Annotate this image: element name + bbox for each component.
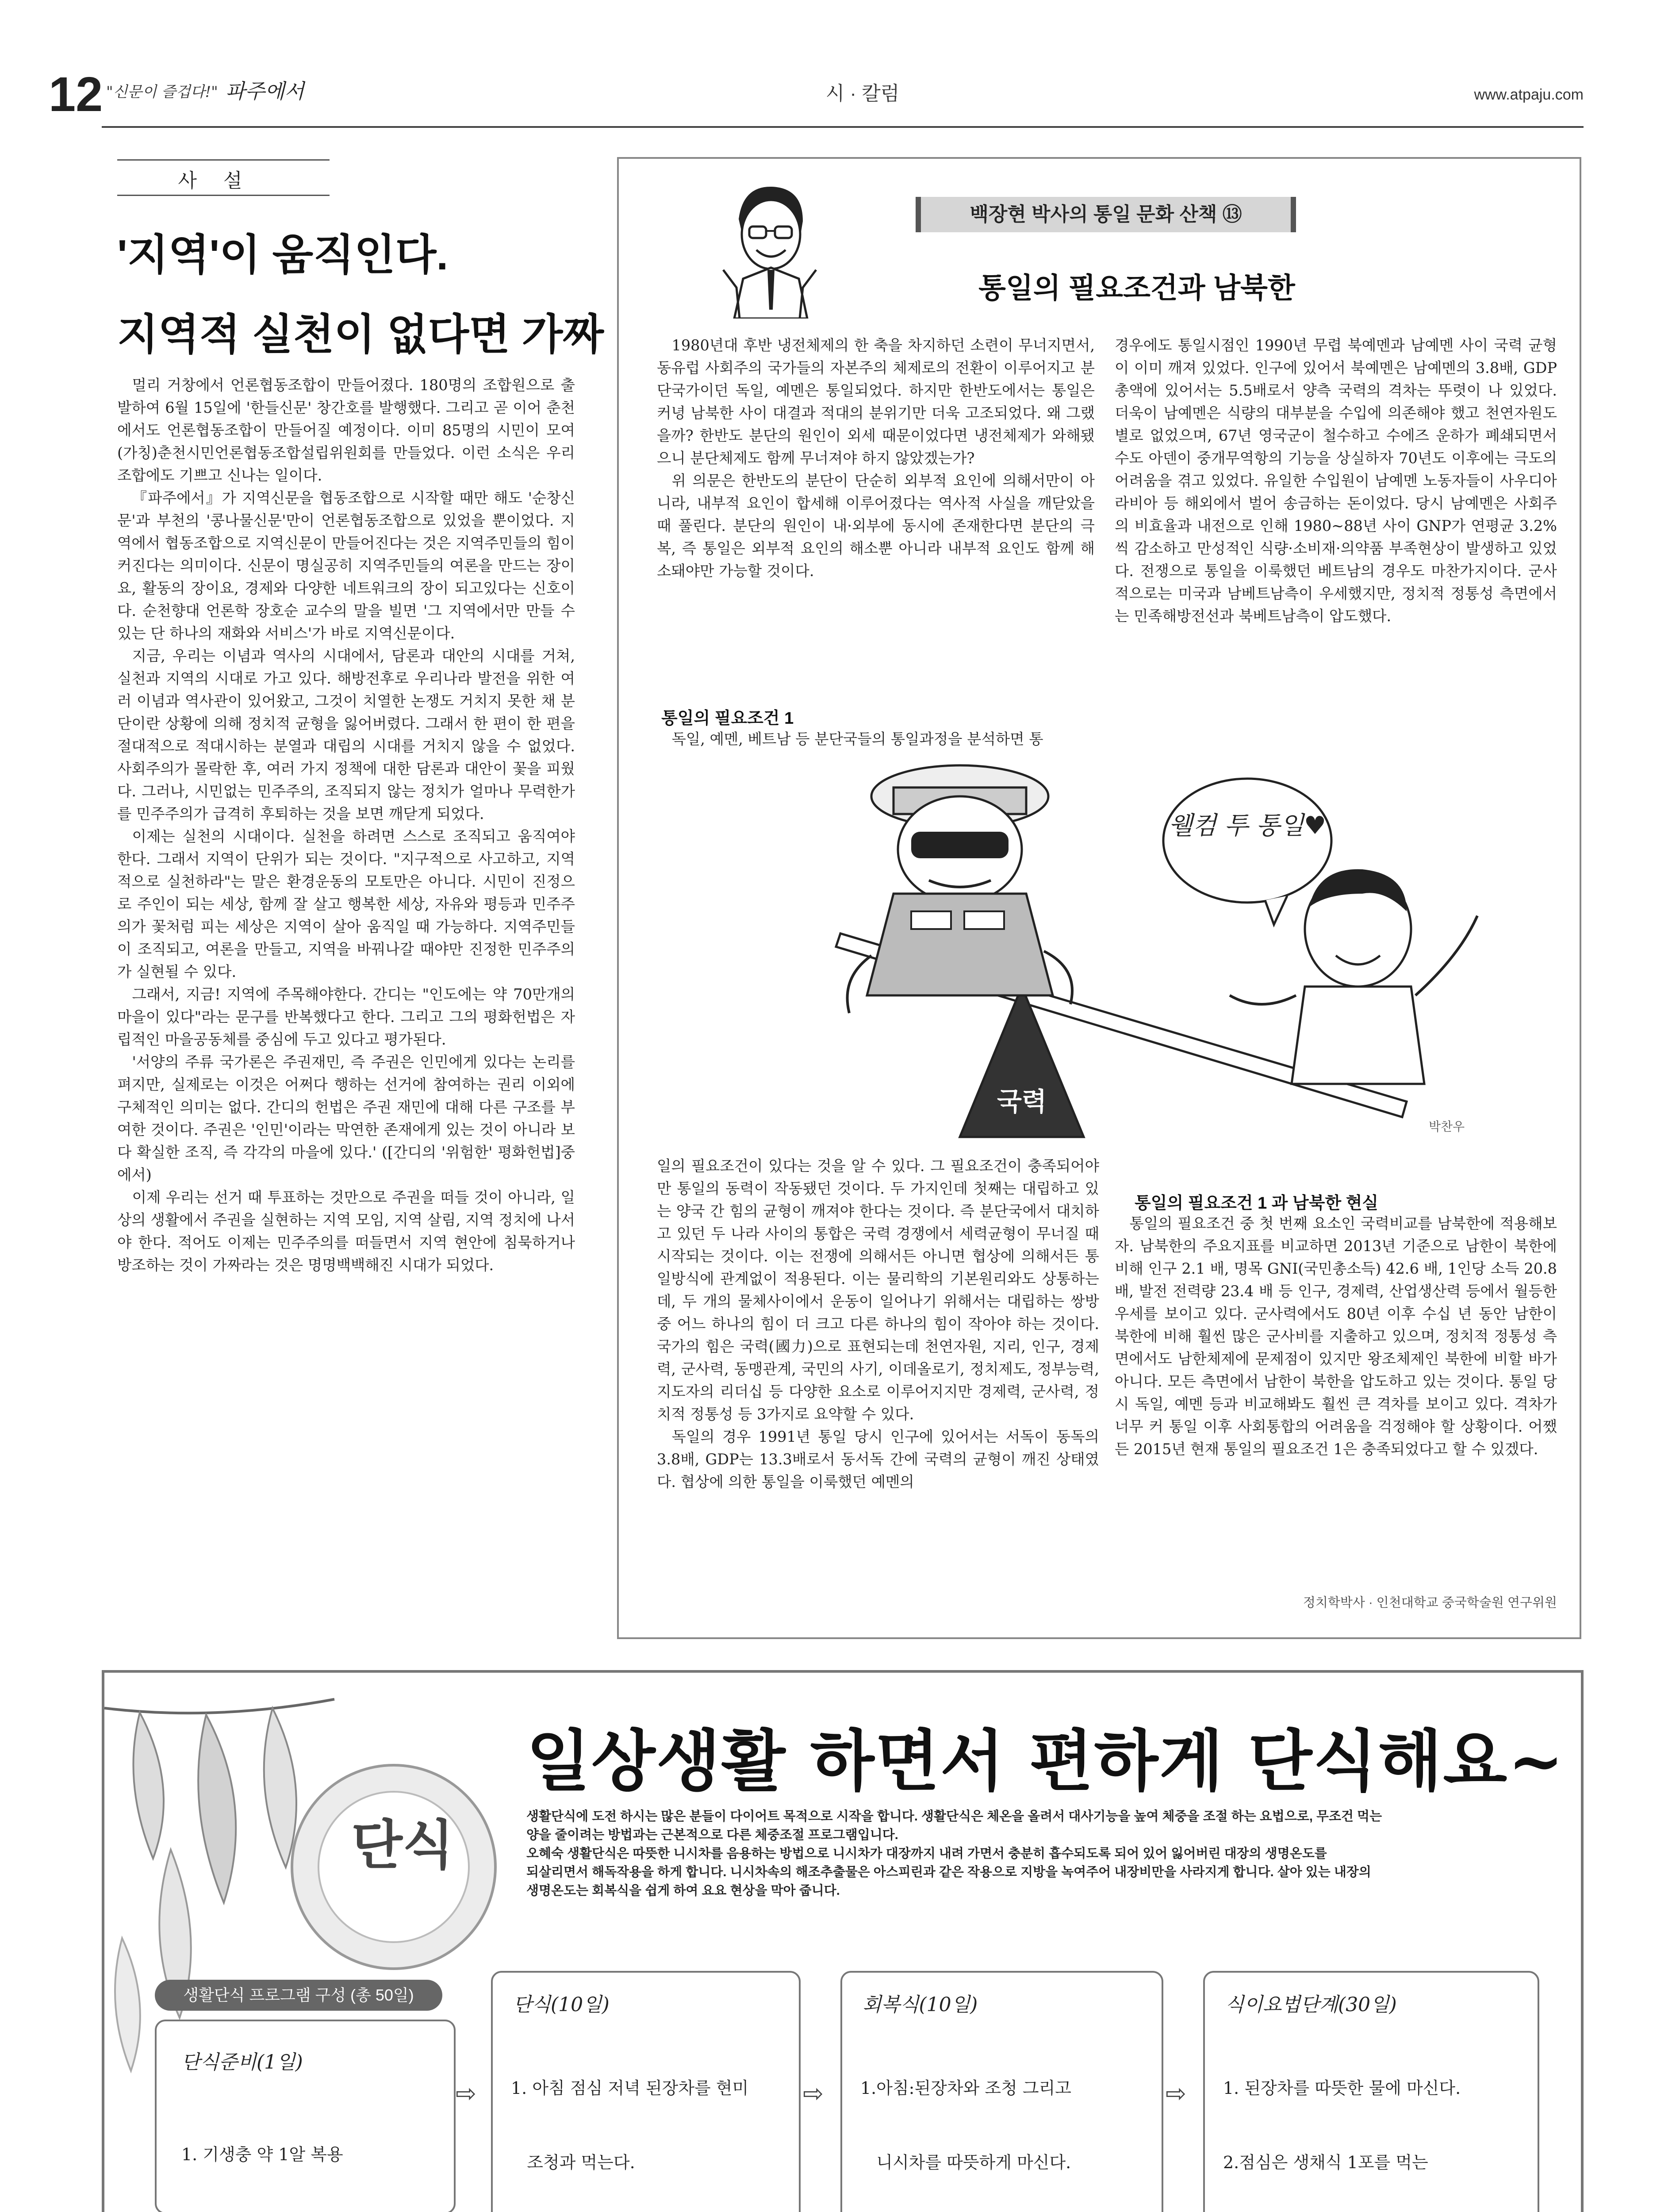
column-subheading-1-text: 독일, 예멘, 베트남 등 분단국들의 통일과정을 분석하면 통 (671, 730, 1043, 748)
editorial-title-line2: 지역적 실천이 없다면 가짜 (117, 311, 604, 358)
program-step-item: 1. 기생충 약 1알 복용 (181, 2145, 343, 2164)
editorial-title-line1: '지역'이 움직인다. (117, 231, 449, 279)
program-step-3-list (860, 2026, 1109, 2212)
program-step-1-list (181, 2093, 365, 2212)
editorial-paragraph: 이제는 실천의 시대이다. 실천을 하려면 스스로 조직되고 움직여야 한다. 그래서 지역이 단위가 되는 것이다. "지구적으로 사고하고, 지역적으로 실천하라"는 말은 환경운동의 모토만은 아니다. 시민이 진정으로 주인이 되는 세상, 함께 잘 살고 행복한 세상, 자유와 평등과 민주주의가 꽃처럼 피는 세상은 지역이 살아 움직일 때 가능하다. 지역주민들이 조직되고, 여론을 만들고, 지역을 바꿔나갈 때야만 진정한 민주주의가 실현될 수 있다. (117, 828, 575, 980)
program-step-item: 1. 아침 점심 저녁 된장차를 현미 (511, 2078, 749, 2098)
program-step-2-list (511, 2026, 754, 2212)
column-paragraph: 독일의 경우 1991년 통일 당시 인구에 있어서는 서독이 동독의 3.8배, GDP는 13.3배로서 동서독 간에 국력의 균형이 깨진 상태였다. 협상에 의한 통일을 이룩했던 예멘의 (657, 1428, 1099, 1490)
editorial-paragraph: 멀리 거창에서 언론협동조합이 만들어졌다. 180명의 조합원으로 출발하여 6월 15일에 '한들신문' 창간호를 발행했다. 그리고 곧 이어 춘천에서도 언론협동조합이 만들어질 예정이다. 이미 85명의 시민이 모여 (가칭)춘천시민언론협동조합설립위원회를 만들었다. 이런 소식은 우리 조합에도 기쁘고 신나는 일이다. (117, 376, 575, 484)
editorial-paragraph: 그래서, 지금! 지역에 주목해야한다. 간디는 "인도에는 약 70만개의 마을이 있다"라는 문구를 반복했다고 한다. 그리고 그의 평화헌법은 자립적인 마을공동체를 중심에 두고 있다고 평가된다. (117, 986, 575, 1048)
program-label: 생활단식 프로그램 구성 (총 50일) (155, 1980, 442, 2011)
paper-slogan: "신문이 즐겁다!" (106, 83, 218, 101)
program-step-4-title: 식이요법단계(30일) (1225, 1993, 1397, 2016)
ad-description (526, 1807, 1561, 1900)
program-step-2-title: 단식(10일) (513, 1993, 610, 2016)
program-step-item: 2.점심은 생채식 1포를 먹는 (1223, 2153, 1428, 2172)
header-divider (102, 126, 1584, 128)
program-step-item: 1.아침:된장차와 조청 그리고 (860, 2078, 1072, 2098)
editorial-paragraph: 『파주에서』가 지역신문을 협동조합으로 시작할 때만 해도 '순창신문'과 부천의 '콩나물신문'만이 언론협동조합으로 있었을 뿐이었다. 지역에서 협동조합으로 지역신문이 만들어진다는 것은 지역주민들의 힘이 커진다는 의미이다. 신문이 명실공히 지역주민들의 여론을 만드는 장이요, 활동의 장이요, 경제와 다양한 네트워크의 장이 되고있다는 신호이다. 순천향대 언론학 장호순 교수의 말을 빌면 '그 지역에서만 만들 수 있는 단 하나의 재화와 서비스'가 바로 지역신문이다. (117, 489, 575, 642)
editorial-paragraph: '서양의 주류 국가론은 주권재민, 즉 주권은 인민에게 있다는 논리를 펴지만, 실제로는 이것은 어쩌다 행하는 선거에 참여하는 권리 이외에 구체적인 의미는 없다. 간디의 헌법은 주권 재민에 대해 다른 구조를 부여한 것이다. 주권은 '인민'이라는 막연한 존재에게 있는 것이 아니라 보다 확실한 조직, 즉 각각의 마을에 있다.' ([간디의 '위험한' 평화헌법]중에서) (117, 1053, 575, 1183)
column-paragraph: 위 의문은 한반도의 분단이 단순히 외부적 요인에 의해서만이 아니라, 내부적 요인이 합세해 이루어졌다는 역사적 사실을 깨닫았을 때 풀린다. 분단의 원인이 내·외부에 동시에 존재한다면 분단의 극복, 즉 통일은 외부적 요인의 해소뿐 아니라 내부적 요인도 함께 해소돼야만 가능할 것이다. (657, 472, 1095, 580)
step-arrow-icon: ⇨ (456, 2079, 476, 2108)
page-number: 12 (49, 67, 103, 122)
editorial-label: 사설 (178, 170, 269, 192)
ad-description-line: 양을 줄이려는 방법과는 근본적으로 다른 체중조절 프로그램입니다. (526, 1828, 898, 1842)
program-step-item: 조청과 먹는다. (511, 2153, 635, 2172)
column-body-top-left (657, 334, 1095, 582)
column-series-label: 백장현 박사의 통일 문화 산책 ⑬ (916, 197, 1296, 232)
column-body-bottom-left (657, 1155, 1099, 1493)
editorial-paragraph: 지금, 우리는 이념과 역사의 시대에서, 담론과 대안의 시대를 거쳐, 실천과 지역의 시대로 가고 있다. 해방전후로 우리나라 발전을 위한 여러 이념과 역사관이 있어왔고, 그것이 치열한 논쟁도 거치지 못한 채 분단이란 상황에 의해 정치적 균형을 잃어버렸다. 그래서 한 편이 한 편을 절대적으로 적대시하는 분열과 대립의 시대를 거치지 않을 수 없었다. 사회주의가 몰락한 후, 여러 가지 정책에 대한 담론과 대안이 꽃을 피웠다. 그러나, 시민없는 민주주의, 조직되지 않는 정치가 얼마나 무력한가를 민주주의가 급격히 후퇴하는 것을 보면 깨닫게 되었다. (117, 647, 575, 822)
editorial-body (117, 374, 575, 1276)
editorial-paragraph: 이제 우리는 선거 때 투표하는 것만으로 주권을 떠들 것이 아니라, 일상의 생활에서 주권을 실현하는 지역 모임, 지역 살림, 지역 정치에 나서야 한다. 적어도 이제는 민주주의를 떠들면서 지역 현안에 침묵하거나 방조하는 것이 가짜라는 것은 명명백백해진 시대가 되었다. (117, 1189, 575, 1274)
author-portrait-icon (712, 177, 827, 319)
paper-logo: 파주에서 (226, 79, 304, 103)
column-paragraph: 일의 필요조건이 있다는 것을 알 수 있다. 그 필요조건이 충족되어야만 통일의 동력이 작동됐던 것이다. 두 가지인데 첫째는 대립하고 있는 양국 간 힘의 균형이 깨져야 한다는 것이다. 즉 분단국에서 대치하고 있던 두 나라 사이의 통합은 국력 경쟁에서 세력균형이 무너질 때 시작되는 것이다. 이는 전쟁에 의해서든 아니면 협상에 의해서든 통일방식에 관계없이 적용된다. 이는 물리학의 기본원리와도 상통하는데, 두 개의 물체사이에서 운동이 일어나기 위해서는 대립하는 쌍방 중 어느 하나의 힘이 더 크고 다른 하나의 힘이 작아야 하는 것이다. 국가의 힘은 국력(國力)으로 표현되는데 천연자원, 지리, 인구, 경제력, 군사력, 동맹관계, 국민의 사기, 이데올로기, 정치제도, 정부능력, 지도자의 리더십 등 다양한 요소로 이루어지지만 경제력, 군사력, 정치적 정통성 등 3가지로 요약할 수 있다. (657, 1157, 1099, 1423)
program-step-1-title: 단식준비(1일) (181, 2051, 303, 2074)
column-title: 통일의 필요조건과 남북한 (978, 272, 1295, 304)
seesaw-cartoon-icon (752, 748, 1513, 1155)
column-author-credit: 정치학박사 · 인천대학교 중국학술원 연구위원 (1303, 1596, 1557, 1610)
step-arrow-icon: ⇨ (803, 2079, 824, 2108)
column-body-top-right: 경우에도 통일시점인 1990년 무렵 북예멘과 남예멘 사이 국력 균형이 이미 깨져 있었다. 인구에 있어서 북예멘은 남예멘의 3.8배, GDP 총액에 있어서는 5.5배로서 양측 국력의 격차는 뚜렷이 나 있었다. 더욱이 남예멘은 식량의 대부분을 수입에 의존해야 했고 천연자원도 별로 없었으며, 67년 영국군이 철수하고 수에즈 운하가 폐쇄되면서 수도 아덴이 중개무역항의 기능을 상실하자 70년도 이후에는 극도의 어려움을 겪고 있었다. 유일한 수입원이 남예멘 노동자들이 사우디아라비아 등 해외에서 벌어 송금하는 돈이었다. 당시 남예멘은 사회주의 비효율과 내전으로 인해 1980~88년 사이 GNP가 연평균 3.2%씩 감소하고 만성적인 식량·소비재·의약품 부족현상이 발생하고 있었다. 전쟁으로 통일을 이룩했던 베트남의 경우도 마찬가지이다. 군사적으로는 미국과 남베트남측이 우세했지만, 정치적 정통성 측면에서는 민족해방전선과 북베트남측이 압도했다. (1115, 337, 1557, 625)
column-subheading-2: 통일의 필요조건 1 과 남북한 현실 (1135, 1194, 1379, 1213)
ad-description-line: 생명온도는 회복식을 쉽게 하여 요요 현상을 막아 줍니다. (526, 1884, 840, 1898)
editorial-label-rule-top (117, 159, 330, 161)
program-step-item: 1. 된장차를 따뜻한 물에 마신다. (1223, 2078, 1461, 2098)
site-url[interactable]: www.atpaju.com (1474, 86, 1584, 103)
program-step-item: 니시차를 따뜻하게 마신다. (860, 2153, 1071, 2172)
program-step-4-list (1223, 2026, 1466, 2212)
column-body-bottom-right: 통일의 필요조건 중 첫 번째 요소인 국력비교를 남북한에 적용해보자. 남북한의 주요지표를 비교하면 2013년 기준으로 남한이 북한에 비해 인구 2.1 배, 명목 GNI(국민총소득) 42.6 배, 1인당 소득 20.8 배, 발전 전력량 23.4 배 등 인구, 경제력, 산업생산력 등에서 월등한 우세를 보이고 있다. 군사력에서도 80년 이후 수십 년 동안 남한이 북한에 비해 훨씬 많은 군사비를 지출하고 있으며, 정치적 정통성 측면에서도 남한체제에 문제점이 있지만 왕조체제인 북한에 비할 바가 아니다. 모든 측면에서 남한이 북한을 압도하고 있는 것이다. 통일 당시 독일, 예멘 등과 비교해봐도 훨씬 큰 격차를 보이고 있다. 격차가 너무 커 통일 이후 사회통합의 어려움을 걱정해야 할 상황이다. 어쨌든 2015년 현재 통일의 필요조건 1은 충족되었다고 할 수 있겠다. (1115, 1215, 1557, 1458)
program-step-3-title: 회복식(10일) (863, 1993, 978, 2016)
section-title: 시 · 칼럼 (825, 83, 900, 104)
speech-bubble-text: 웰컴 투 통일♥ (1168, 811, 1327, 840)
ad-description-line: 오혜숙 생활단식은 따뜻한 니시차를 음용하는 방법으로 니시차가 대장까지 내려 가면서 충분히 흡수되도록 되어 있어 잃어버린 대장의 생명온도를 (526, 1847, 1327, 1861)
step-arrow-icon: ⇨ (1166, 2079, 1186, 2108)
ad-description-line: 생활단식에 도전 하시는 많은 분들이 다이어트 목적으로 시작을 합니다. 생활단식은 체온을 올려서 대사기능을 높여 체중을 조절 하는 요법으로, 무조건 먹는 (526, 1809, 1382, 1824)
editorial-label-rule-bottom (117, 195, 330, 196)
fulcrum-label: 국력 (997, 1087, 1047, 1116)
column-subheading-1: 통일의 필요조건 1 (661, 709, 794, 728)
cartoon-credit: 박찬우 (1429, 1120, 1465, 1133)
ad-description-line: 되살리면서 해독작용을 하게 합니다. 니시차속의 해조추출물은 아스피린과 같은 작용으로 지방을 녹여주어 내장비만을 사라지게 합니다. 살아 있는 내장의 (526, 1865, 1371, 1879)
fasting-circle-label: 단식 (351, 1816, 454, 1875)
column-paragraph: 1980년대 후반 냉전체제의 한 축을 차지하던 소련이 무너지면서, 동유럽 사회주의 국가들의 자본주의 체제로의 전환이 이루어지고 분단국가이던 독일, 예멘은 통일되었다. 하지만 한반도에서는 통일은 커녕 남북한 사이 대결과 적대의 분위기만 더욱 고조되었다. 왜 그랬을까? 한반도 분단의 원인이 외세 때문이었다면 냉전체제가 와해됐으니 분단체제도 함께 무너져야 하지 않았겠는가? (657, 337, 1095, 467)
ad-headline: 일상생활 하면서 편하게 단식해요~ (526, 1722, 1565, 1800)
